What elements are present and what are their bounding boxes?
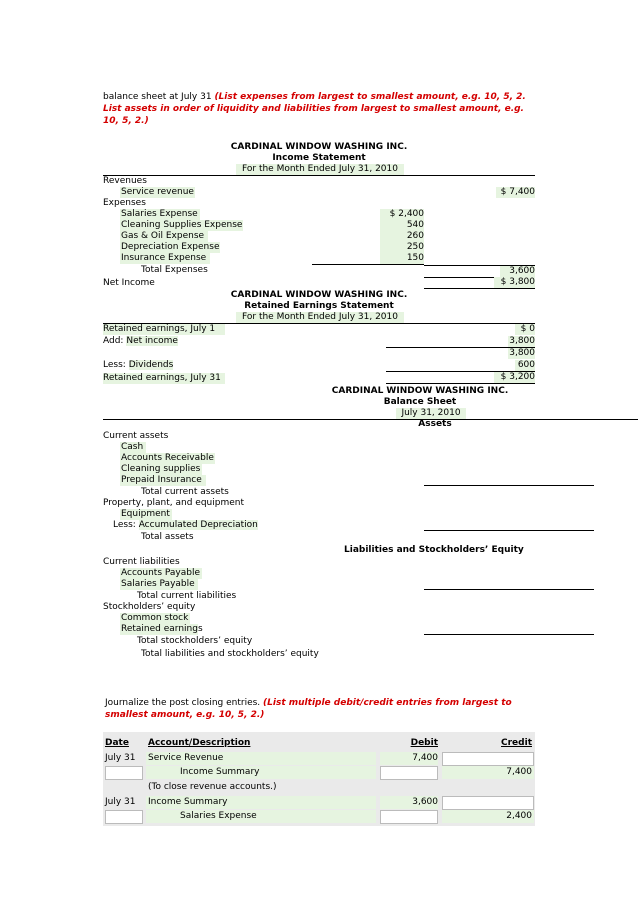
journal-credit-field[interactable] xyxy=(442,752,534,766)
re-july1-value: $ 0 xyxy=(520,324,535,334)
journal-row-account: Income Summary xyxy=(180,767,260,777)
is-service-revenue-label: Service revenue xyxy=(121,187,194,197)
bs-less-prefix: Less: xyxy=(113,520,136,530)
bs-se-item: Retained earnings xyxy=(121,624,203,634)
re-add-row xyxy=(103,336,178,347)
re-less-prefix: Less: xyxy=(103,360,126,370)
bs-current-asset: Cash xyxy=(121,442,144,452)
bs-se-label: Stockholders’ equity xyxy=(103,602,196,612)
re-period: For the Month Ended July 31, 2010 xyxy=(242,312,398,322)
is-revenues-label: Revenues xyxy=(103,176,147,186)
journal-row-credit: 7,400 xyxy=(506,767,532,777)
journal-row-debit: 7,400 xyxy=(412,753,438,763)
journal-row-date: July 31 xyxy=(105,753,136,763)
journal-header-debit: Debit xyxy=(410,738,438,748)
bs-company: CARDINAL WINDOW WASHING INC. xyxy=(331,386,509,396)
bs-assets-heading: Assets xyxy=(418,419,452,429)
journal-row-debit: 3,600 xyxy=(412,797,438,807)
journal-instr-red-2: smallest amount, e.g. 10, 5, 2.) xyxy=(105,710,265,720)
bs-title: Balance Sheet xyxy=(383,397,457,407)
re-less-row xyxy=(103,360,173,371)
is-company: CARDINAL WINDOW WASHING INC. xyxy=(230,142,408,152)
instructions-red-3: 10, 5, 2.) xyxy=(103,116,149,126)
journal-credit-field[interactable] xyxy=(442,796,534,810)
is-title: Income Statement xyxy=(272,153,366,163)
is-period: For the Month Ended July 31, 2010 xyxy=(242,164,398,174)
re-add-prefix: Add: xyxy=(103,336,124,346)
is-net-income-value: $ 3,800 xyxy=(500,277,535,287)
journal-date-field[interactable] xyxy=(105,810,143,824)
bs-accum-dep-label: Accumulated Depreciation xyxy=(138,520,258,530)
bs-liab-heading: Liabilities and Stockholders’ Equity xyxy=(344,545,524,555)
bs-total-le: Total liabilities and stockholders’ equity xyxy=(141,649,319,659)
re-title: Retained Earnings Statement xyxy=(244,301,394,311)
bs-total-se: Total stockholders’ equity xyxy=(137,636,253,646)
re-add-value: 3,800 xyxy=(509,336,535,346)
journal-instr-red-1: (List multiple debit/credit entries from largest to xyxy=(263,698,512,708)
is-expense-label: Insurance Expense xyxy=(121,253,207,263)
is-expense-value: 260 xyxy=(406,231,424,241)
re-less-label: Dividends xyxy=(128,360,174,370)
is-expense-label: Salaries Expense xyxy=(121,209,198,219)
journal-header-credit: Credit xyxy=(501,738,532,748)
is-expense-label: Cleaning Supplies Expense xyxy=(121,220,243,230)
journal-row-credit: 2,400 xyxy=(506,811,532,821)
journal-row-explanation: (To close revenue accounts.) xyxy=(148,782,277,792)
is-total-expenses-value: 3,600 xyxy=(509,266,535,276)
bs-accum-dep-row xyxy=(113,520,258,531)
is-expense-value: 150 xyxy=(406,253,424,263)
bs-total-current-liab: Total current liabilities xyxy=(137,591,237,601)
bs-se-item: Common stock xyxy=(121,613,189,623)
journal-row-account: Service Revenue xyxy=(148,753,224,763)
is-expense-label: Depreciation Expense xyxy=(121,242,220,252)
bs-current-asset: Prepaid Insurance xyxy=(121,475,202,485)
journal-row-date: July 31 xyxy=(105,797,136,807)
journal-date-field[interactable] xyxy=(105,766,143,780)
is-total-expenses-label: Total Expenses xyxy=(141,265,208,275)
re-add-label: Net income xyxy=(126,336,178,346)
bs-total-assets: Total assets xyxy=(141,532,194,542)
instructions-red-1: (List expenses from largest to smallest amount, e.g. 10, 5, 2. xyxy=(214,92,526,102)
instructions-red-2: List assets in order of liquidity and liabilities from largest to smallest amount, e.g. xyxy=(103,104,524,114)
instructions-line-1 xyxy=(103,92,526,103)
bs-total-current-assets: Total current assets xyxy=(141,487,229,497)
journal-instr-line-1 xyxy=(105,698,512,709)
bs-current-liab: Accounts Payable xyxy=(121,568,201,578)
is-expenses-label: Expenses xyxy=(103,198,146,208)
bs-equipment-label: Equipment xyxy=(121,509,170,519)
bs-date: July 31, 2010 xyxy=(401,408,461,418)
bs-ppe-label: Property, plant, and equipment xyxy=(103,498,244,508)
journal-debit-field[interactable] xyxy=(380,766,438,780)
is-expense-value: 250 xyxy=(406,242,424,252)
bs-current-assets-label: Current assets xyxy=(103,431,169,441)
re-subtotal-value: 3,800 xyxy=(509,348,535,358)
re-july1-label: Retained earnings, July 1 xyxy=(103,324,216,334)
journal-header-date: Date xyxy=(105,738,129,748)
is-expense-value: $ 2,400 xyxy=(389,209,424,219)
journal-instr-lead: Journalize the post closing entries. xyxy=(105,698,261,708)
bs-current-liab: Salaries Payable xyxy=(121,579,195,589)
journal-row-account: Salaries Expense xyxy=(180,811,257,821)
re-july31-value: $ 3,200 xyxy=(500,372,535,382)
re-company: CARDINAL WINDOW WASHING INC. xyxy=(230,290,408,300)
journal-debit-field[interactable] xyxy=(380,810,438,824)
is-expense-value: 540 xyxy=(406,220,424,230)
bs-current-liab-label: Current liabilities xyxy=(103,557,180,567)
is-net-income-label: Net Income xyxy=(103,278,155,288)
is-expense-label: Gas & Oil Expense xyxy=(121,231,205,241)
re-less-value: 600 xyxy=(517,360,535,370)
instructions-lead: balance sheet at July 31 xyxy=(103,92,212,102)
bs-current-asset: Cleaning supplies xyxy=(121,464,201,474)
journal-header-account: Account/Description xyxy=(148,738,251,748)
bs-current-asset: Accounts Receivable xyxy=(121,453,214,463)
is-service-revenue-value: $ 7,400 xyxy=(500,187,535,197)
re-july31-label: Retained earnings, July 31 xyxy=(103,373,221,383)
journal-row-account: Income Summary xyxy=(148,797,228,807)
